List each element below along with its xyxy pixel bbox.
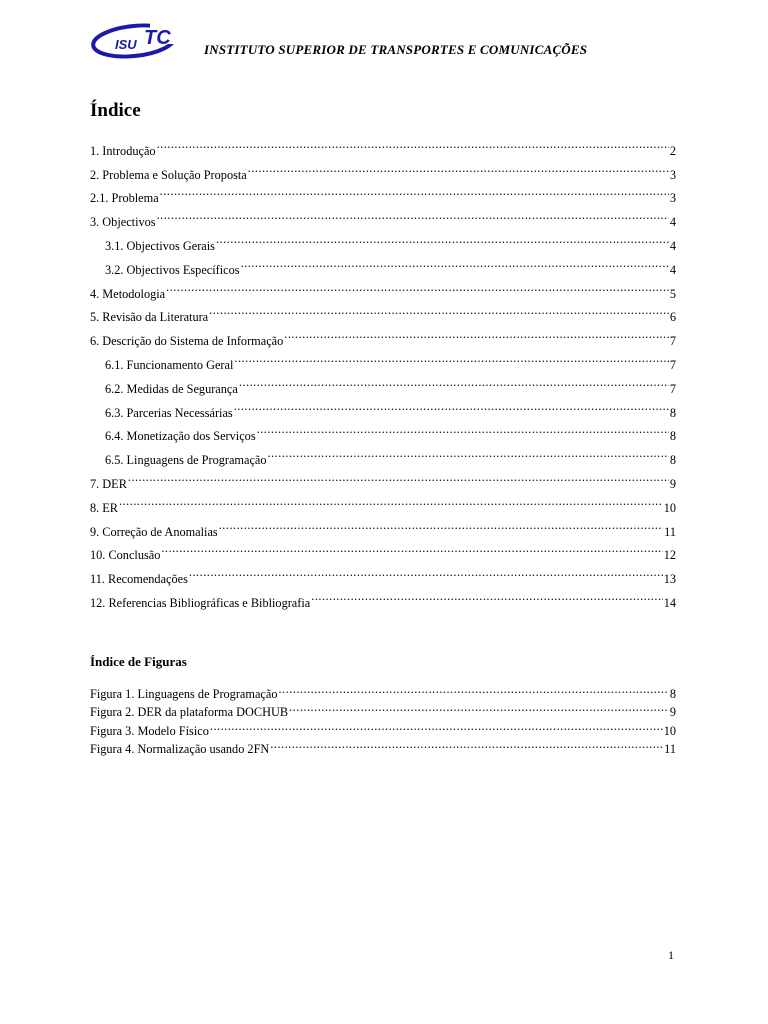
toc-dot-leader	[157, 202, 669, 226]
figure-entry-page: 11	[664, 741, 676, 756]
toc-dot-leader	[128, 464, 669, 488]
isutc-logo	[90, 18, 186, 64]
figure-entry-page: 10	[663, 723, 676, 738]
figure-entry-title: Figura 2. DER da plataforma DOCHUB	[90, 705, 289, 720]
figure-entry-title: Figura 1. Linguagens de Programação	[90, 687, 278, 702]
figure-entry-title: Figura 4. Normalização usando 2FN	[90, 741, 270, 756]
toc-dot-leader	[268, 440, 669, 464]
figure-dot-leader	[270, 735, 663, 753]
toc-entry-title: 2.1. Problema	[90, 191, 159, 206]
figures-index	[90, 680, 676, 756]
toc-dot-leader	[216, 226, 669, 250]
toc-dot-leader	[284, 321, 669, 345]
toc-entry-page: 14	[663, 595, 676, 610]
toc-dot-leader	[119, 488, 663, 512]
toc-dot-leader	[166, 274, 669, 298]
institution-name: INSTITUTO SUPERIOR DE TRANSPORTES E COMUNICAÇÕES	[204, 42, 588, 57]
toc-entry-page: 3	[669, 167, 676, 182]
toc-entry[interactable]	[90, 512, 676, 539]
page-header	[0, 0, 768, 80]
toc-dot-leader	[189, 559, 663, 583]
toc-entry-title: 2. Problema e Solução Proposta	[90, 167, 247, 182]
toc-dot-leader	[239, 369, 669, 393]
page-number: 1	[668, 948, 674, 962]
toc-entry-title: 3. Objectivos	[90, 215, 156, 230]
toc-dot-leader	[257, 417, 669, 441]
toc-dot-leader	[160, 179, 669, 203]
toc-dot-leader	[311, 583, 662, 607]
toc-entry-title: 6.2. Medidas de Segurança	[105, 381, 238, 396]
toc-title: Índice	[90, 100, 141, 121]
toc-entry-title: 12. Referencias Bibliográficas e Bibliografia	[90, 595, 311, 610]
toc-dot-leader	[234, 393, 669, 417]
toc-entry-title: 7. DER	[90, 476, 127, 491]
toc-entry-page: 4	[669, 238, 676, 253]
toc-entry-page: 11	[664, 524, 676, 539]
toc-dot-leader	[157, 131, 669, 155]
toc-entry-title: 11. Recomendações	[90, 572, 188, 587]
toc-entry-title: 9. Correção de Anomalias	[90, 524, 218, 539]
toc-entry-title: 6.1. Funcionamento Geral	[105, 357, 234, 372]
toc-entry[interactable]	[90, 298, 676, 325]
toc-entry-title: 8. ER	[90, 500, 119, 515]
toc-entry-title: 5. Revisão da Literatura	[90, 310, 209, 325]
figures-index-title: Índice de Figuras	[90, 654, 187, 669]
toc-entry-title: 6.3. Parcerias Necessárias	[105, 405, 233, 420]
toc-entry[interactable]	[90, 131, 676, 158]
toc-entry[interactable]	[90, 559, 676, 587]
toc-entry-page: 8	[669, 429, 676, 444]
toc-entry[interactable]	[90, 536, 676, 563]
toc-entry[interactable]	[90, 464, 676, 491]
toc-entry-page: 9	[669, 476, 676, 491]
toc-entry-title: 4. Metodologia	[90, 286, 166, 301]
figure-dot-leader	[278, 680, 668, 698]
toc-entry[interactable]	[90, 179, 676, 206]
figure-entry-title: Figura 3. Modelo Físico	[90, 723, 209, 738]
toc-entry-page: 8	[669, 453, 676, 468]
figure-dot-leader	[289, 698, 669, 716]
toc-entry-page: 2	[669, 143, 676, 158]
table-of-contents	[90, 131, 676, 610]
toc-entry-page: 4	[669, 262, 676, 277]
toc-entry-title: 3.1. Objectivos Gerais	[105, 238, 215, 253]
toc-entry[interactable]	[90, 226, 676, 253]
toc-dot-leader	[209, 298, 669, 322]
toc-entry-title: 10. Conclusão	[90, 548, 161, 563]
toc-entry-page: 8	[669, 405, 676, 420]
toc-dot-leader	[219, 512, 663, 536]
toc-entry-page: 13	[663, 572, 676, 587]
toc-entry-page: 4	[669, 215, 676, 230]
toc-entry-page: 7	[669, 357, 676, 372]
toc-entry-title: 6. Descrição do Sistema de Informação	[90, 334, 284, 349]
figure-entry-page: 8	[669, 687, 676, 702]
toc-entry-page: 5	[669, 286, 676, 301]
toc-dot-leader	[161, 536, 662, 560]
toc-entry-title: 6.5. Linguagens de Programação	[105, 453, 267, 468]
figure-entry[interactable]	[90, 680, 676, 702]
toc-entry-title: 1. Introdução	[90, 143, 156, 158]
toc-entry-title: 3.2. Objectivos Específicos	[105, 262, 240, 277]
toc-entry-page: 7	[669, 381, 676, 396]
toc-entry[interactable]	[90, 488, 676, 515]
toc-entry-title: 6.4. Monetização dos Serviços	[105, 429, 256, 444]
figure-dot-leader	[210, 716, 663, 734]
toc-dot-leader	[248, 155, 669, 179]
svg-text:ISU: ISU	[115, 37, 137, 52]
toc-dot-leader	[234, 345, 668, 369]
toc-entry-page: 12	[663, 548, 676, 563]
toc-entry[interactable]	[90, 155, 676, 182]
isutc-logo-graphic	[90, 18, 186, 64]
toc-entry-page: 7	[669, 334, 676, 349]
toc-entry[interactable]	[90, 202, 676, 230]
toc-entry-page: 6	[669, 310, 676, 325]
toc-entry-page: 10	[663, 500, 676, 515]
toc-dot-leader	[241, 250, 669, 274]
toc-entry-page: 3	[669, 191, 676, 206]
figure-entry-page: 9	[669, 705, 676, 720]
svg-text:TC: TC	[144, 27, 171, 49]
toc-entry[interactable]	[90, 274, 676, 301]
